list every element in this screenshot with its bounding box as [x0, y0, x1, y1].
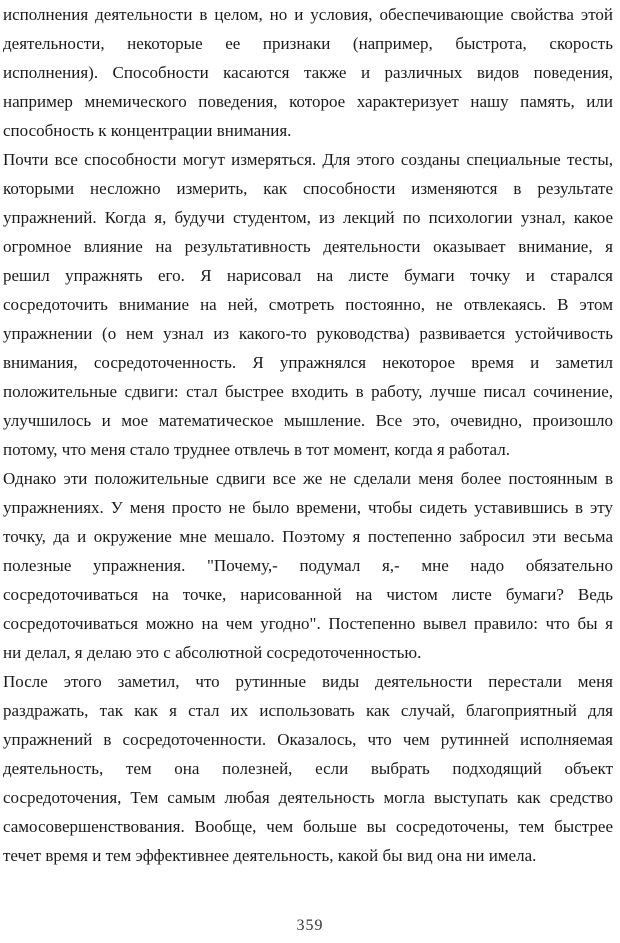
text-line: деятельность, тем она полезней, если выбрать подходящий объект [3, 759, 613, 778]
text-line: Однако эти положительные сдвиги все же не сделали меня более постоянным в [3, 469, 613, 488]
paragraph-4 [3, 667, 613, 870]
text-line: упражнениях. У меня просто не было времени, чтобы сидеть уставившись в эту [3, 498, 613, 517]
text-line: внимания, сосредоточенность. Я упражнялся некоторое время и заметил [3, 353, 613, 372]
text-line: способность к концентрации внимания. [3, 121, 292, 140]
text-line: сосредоточиваться можно на чем угодно". Постепенно вывел правило: что бы я [3, 614, 613, 633]
text-line: самосовершенствования. Вообще, чем больше вы сосредоточены, тем быстрее [3, 817, 613, 836]
text-line: потому, что меня стало труднее отвлечь в тот момент, когда я работал. [3, 440, 510, 459]
text-line: сосредоточиваться на точке, нарисованной на чистом листе бумаги? Ведь [3, 585, 613, 604]
text-line: которыми несложно измерить, как способности изменяются в результате [3, 179, 613, 198]
text-line: положительные сдвиги: стал быстрее входить в работу, лучше писал сочинение, [3, 382, 613, 401]
text-line: упражнений в сосредоточенности. Оказалось, что чем рутинней исполняемая [3, 730, 613, 749]
paragraph-1 [3, 0, 613, 145]
text-line: например мнемического поведения, которое характеризует нашу память, или [3, 92, 613, 111]
text-line: сосредоточить внимание на ней, смотреть постоянно, не отвлекаясь. В этом [3, 295, 613, 314]
paragraph-2 [3, 145, 613, 464]
text-line: После этого заметил, что рутинные виды деятельности перестали меня [3, 672, 613, 691]
paragraph-3 [3, 464, 613, 667]
text-line: деятельности, некоторые ее признаки (например, быстрота, скорость [3, 34, 613, 53]
text-line: сосредоточения, Тем самым любая деятельность могла выступать как средство [3, 788, 613, 807]
page-body [3, 0, 613, 870]
page-number: 359 [296, 917, 324, 934]
text-line: огромное влияние на результативность деятельности оказывает внимание, я [3, 237, 613, 256]
text-line: исполнения деятельности в целом, но и условия, обеспечивающие свойства этой [3, 5, 613, 24]
text-line: упражнении (о нем узнал из какого-то руководства) развивается устойчивость [3, 324, 613, 343]
text-line: улучшилось и мое математическое мышление. Все это, очевидно, произошло [3, 411, 613, 430]
text-line: исполнения). Способности касаются также и различных видов поведения, [3, 63, 613, 82]
text-line: точку, да и окружение мне мешало. Поэтому я постепенно забросил эти весьма [3, 527, 613, 546]
text-line: Почти все способности могут измеряться. Для этого созданы специальные тесты, [3, 150, 613, 169]
text-line: упражнений. Когда я, будучи студентом, из лекций по психологии узнал, какое [3, 208, 613, 227]
text-line: решил упражнять его. Я нарисовал на листе бумаги точку и старался [3, 266, 613, 285]
text-line: течет время и тем эффективнее деятельность, какой бы вид она ни имела. [3, 846, 537, 865]
text-line: полезные упражнения. "Почему,- подумал я,- мне надо обязательно [3, 556, 613, 575]
text-line: ни делал, я делаю это с абсолютной сосредоточенностью. [3, 643, 422, 662]
text-line: раздражать, так как я стал их использовать как случай, благоприятный для [3, 701, 613, 720]
